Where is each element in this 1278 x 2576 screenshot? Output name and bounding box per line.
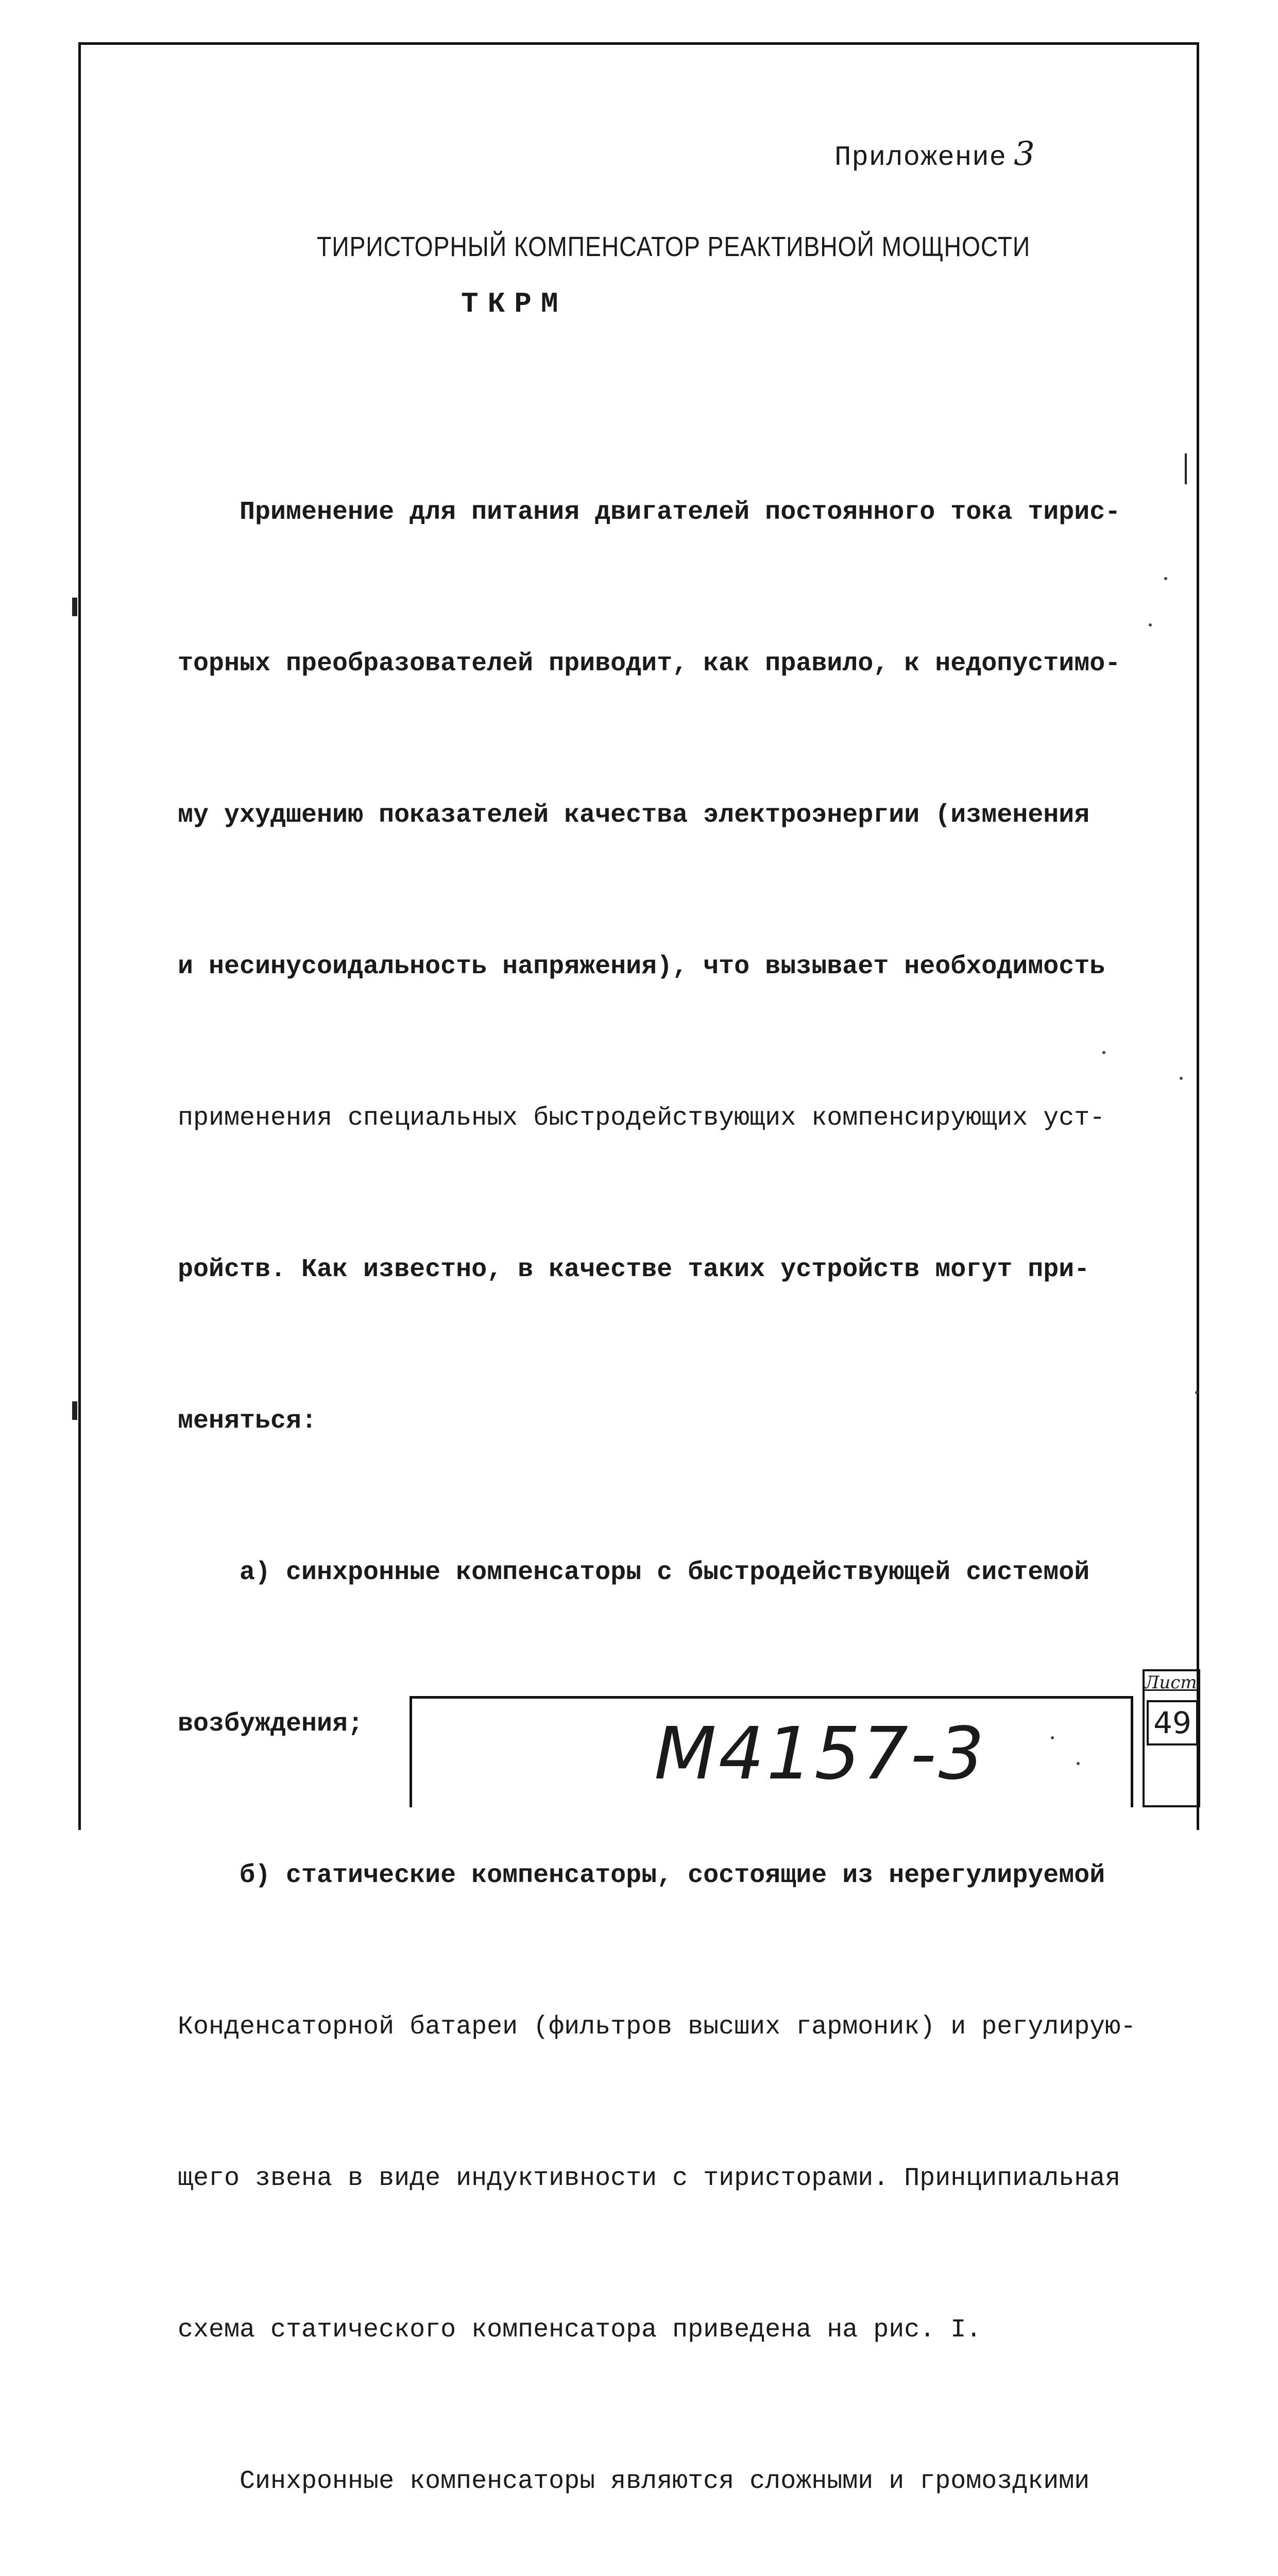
scan-mark [1185, 453, 1187, 484]
scan-mark [72, 1401, 77, 1420]
body-line: Конденсаторной батареи (фильтров высших гармоник) и регулирую- [178, 2012, 1136, 2042]
appendix-label [834, 135, 1035, 174]
title-block-stamp [410, 1696, 1133, 1807]
scan-speck [1077, 1762, 1080, 1765]
scan-speck [1164, 577, 1167, 580]
document-title: ТИРИСТОРНЫЙ КОМПЕНСАТОР РЕАКТИВНОЙ МОЩНОСТИ [317, 231, 1031, 262]
sheet-number: 49 [1147, 1700, 1198, 1745]
scan-mark [72, 598, 77, 616]
body-line: Синхронные компенсаторы являются сложными и громоздкими [178, 2467, 1090, 2496]
body-line: торных преобразователей приводит, как правило, к недопустимо- [178, 649, 1121, 679]
body-line: щего звена в виде индуктивности с тиристорами. Принципиальная [178, 2164, 1121, 2193]
sheet-label: Лист [1145, 1672, 1197, 1693]
scan-speck [1180, 1077, 1183, 1080]
body-line: меняться: [178, 1406, 317, 1436]
body-line: возбуждения; [178, 1709, 364, 1739]
appendix-number: 3 [1014, 135, 1035, 173]
scan-speck [1195, 1391, 1198, 1394]
body-line: а) синхронные компенсаторы с быстродействующей системой [178, 1558, 1090, 1587]
body-line: Применение для питания двигателей постоянного тока тирис- [178, 498, 1121, 527]
scan-speck [1149, 623, 1152, 626]
body-line: схема статического компенсатора приведена на рис. I. [178, 2315, 982, 2345]
appendix-text: Приложение [834, 142, 1007, 174]
body-line: применения специальных быстродействующих компенсирующих уст- [178, 1104, 1105, 1133]
scan-speck [1051, 1736, 1054, 1739]
body-line: му ухудшению показателей качества электроэнергии (изменения [178, 801, 1090, 830]
document-code: М4157-3 [654, 1712, 986, 1796]
document-subtitle: ТКРМ [461, 287, 568, 320]
body-line: и несинусоидальность напряжения), что вызывает необходимость [178, 952, 1105, 981]
body-line: ройств. Как известно, в качестве таких устройств могут при- [178, 1255, 1090, 1284]
body-line: б) статические компенсаторы, состоящие из нерегулируемой [178, 1861, 1105, 1890]
scan-speck [1102, 1051, 1105, 1054]
body-text [178, 386, 1156, 2576]
